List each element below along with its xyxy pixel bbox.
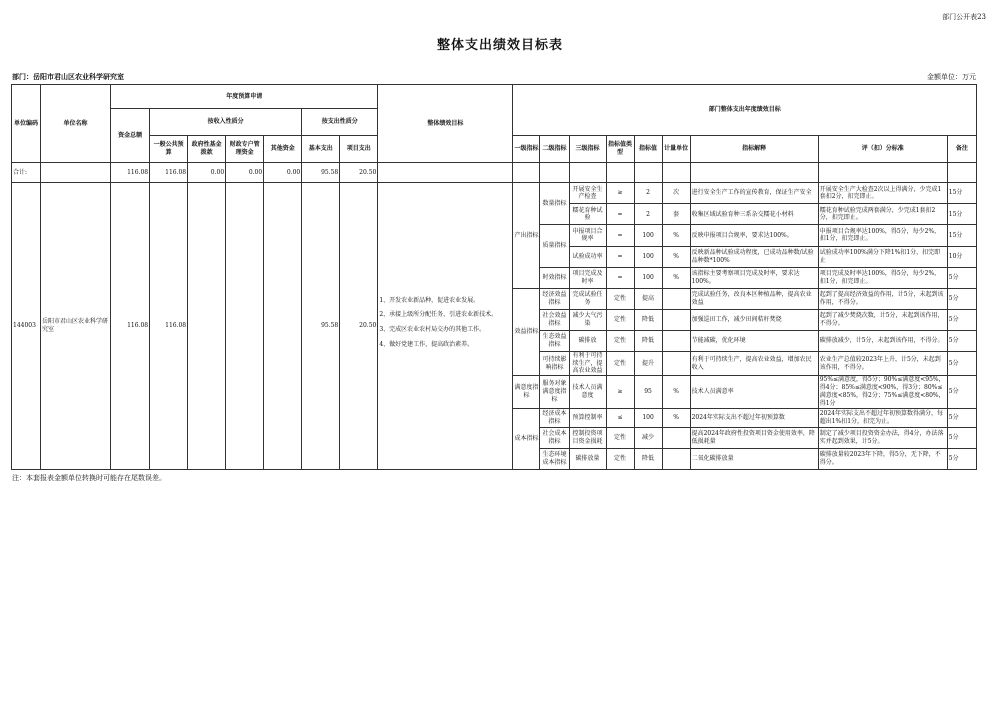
sub-service: 服务对象满意度指标	[540, 376, 569, 408]
sub-timeliness: 时效指标	[540, 267, 569, 288]
header-general: 一般公共预算	[150, 136, 188, 163]
header-scoring: 评（扣）分标准	[818, 136, 947, 163]
indicator-name: 技术人员满意度	[569, 376, 606, 408]
header-overall-goal: 整体绩效目标	[378, 85, 513, 163]
indicator-row	[12, 183, 977, 204]
header-remark: 备注	[947, 136, 976, 163]
indicator-explain: 2024年实际支出不超过年初预算数	[690, 408, 818, 427]
total-gov-fund: 0.00	[188, 163, 226, 183]
indicator-name: 碳排放量	[569, 448, 606, 469]
total-special: 0.00	[226, 163, 264, 183]
indicator-type: 定性	[606, 351, 634, 375]
indicator-name: 碳排放	[569, 330, 606, 351]
indicator-type: ≤	[606, 408, 634, 427]
indicator-score: 碳排放量较2023年下降，得5分，无下降，不得分。	[818, 448, 947, 469]
indicator-type: 定性	[606, 288, 634, 309]
header-row-1	[12, 85, 977, 109]
indicator-remark: 15分	[947, 183, 976, 204]
indicator-explain: 技术人员满意率	[690, 376, 818, 408]
header-value: 指标值	[634, 136, 662, 163]
indicator-remark: 5分	[947, 408, 976, 427]
goal-item: 4、做好党建工作，提高政治素养。	[379, 340, 474, 348]
indicator-type: ≥	[606, 376, 634, 408]
indicator-value: 提升	[634, 351, 662, 375]
unit-code: 144003	[12, 183, 41, 470]
indicator-type: 定性	[606, 427, 634, 448]
indicator-score: 95%≤满意度，得5分；90%≤满意度<95%，得4分；85%≤满意度<90%，得3分；80%≤满意度<85%，得2分；75%≤满意度<80%，得1分	[818, 376, 947, 408]
indicator-remark: 15分	[947, 225, 976, 246]
indicator-explain: 收集区域试验育种三系杂交糯花小材料	[690, 204, 818, 225]
indicator-unit: %	[662, 267, 690, 288]
header-level3: 三级指标	[569, 136, 606, 163]
indicator-name: 开展安全生产检查	[569, 183, 606, 204]
indicator-score: 试验成功率100%满分下降1%扣1分，扣完即止	[818, 246, 947, 267]
indicator-explain: 加强巡田工作，减少田间秸秆焚烧	[690, 309, 818, 330]
total-project: 20.50	[340, 163, 378, 183]
indicator-score: 开展安全生产大检查2次以上得满分，少完成1套扣2分，扣完即止。	[818, 183, 947, 204]
amount-unit-label: 金额单位：万元	[927, 73, 976, 81]
indicator-name: 申报项目合规率	[569, 225, 606, 246]
indicator-score: 起到了减少焚烧次数，计5分，未起到该作用，不得分。	[818, 309, 947, 330]
indicator-value: 2	[634, 204, 662, 225]
sub-social: 社会效益指标	[540, 309, 569, 330]
footnote: 注：本套报表金额单位转换时可能存在尾数误差。	[12, 474, 166, 482]
header-by-source: 按收入性质分	[150, 109, 302, 136]
indicator-type: 定性	[606, 309, 634, 330]
goal-item: 3、完成区农业农村局交办的其他工作。	[379, 326, 486, 334]
indicator-score: 制定了减少项目投资资金办法，得4分，办法落实并起到效果，计5分。	[818, 427, 947, 448]
indicator-unit	[662, 309, 690, 330]
header-value-type: 指标值类型	[606, 136, 634, 163]
indicator-value: 降低	[634, 330, 662, 351]
table-number: 部门公开表23	[942, 13, 986, 21]
overall-goals	[378, 183, 513, 470]
indicator-unit	[662, 351, 690, 375]
indicator-value: 2	[634, 183, 662, 204]
total-total: 116.08	[111, 163, 150, 183]
indicator-type: =	[606, 225, 634, 246]
unit-project: 20.50	[340, 183, 378, 470]
indicator-value: 100	[634, 267, 662, 288]
indicator-explain: 反映申报项目合规率，要求达100%。	[690, 225, 818, 246]
sub-quality: 质量指标	[540, 225, 569, 267]
unit-basic: 95.58	[302, 183, 340, 470]
total-basic: 95.58	[302, 163, 340, 183]
header-special: 财政专户管理资金	[226, 136, 264, 163]
unit-total: 116.08	[111, 183, 150, 470]
sub-econ-cost: 经济成本指标	[540, 408, 569, 427]
header-by-nature: 按支出性质分	[302, 109, 378, 136]
header-dept-goal: 部门整体支出年度绩效目标	[513, 85, 977, 136]
indicator-explain: 该指标主要考察项目完成及时率，要求达100%。	[690, 267, 818, 288]
indicator-name: 糯花育种试验	[569, 204, 606, 225]
sub-eco-cost: 生态环境成本指标	[540, 448, 569, 469]
indicator-remark: 5分	[947, 267, 976, 288]
indicator-explain: 完成试验任务，改良本区种植品种，提高农业效益	[690, 288, 818, 309]
indicator-score: 糯花育种试验完成两套满分，少完成1套扣2分，扣完即止。	[818, 204, 947, 225]
total-general: 116.08	[150, 163, 188, 183]
indicator-remark: 5分	[947, 376, 976, 408]
indicator-explain: 反映新品种试验成功程度，已成功品种数/试验品种数*100%	[690, 246, 818, 267]
indicator-unit: 套	[662, 204, 690, 225]
header-other: 其他资金	[264, 136, 302, 163]
indicator-unit	[662, 427, 690, 448]
header-measure-unit: 计量单位	[662, 136, 690, 163]
header-gov-fund: 政府性基金拨款	[188, 136, 226, 163]
indicator-explain: 节能减碳，优化环境	[690, 330, 818, 351]
indicator-unit: 次	[662, 183, 690, 204]
indicator-explain: 提高2024年政府性投资项目资金使用效率，降低损耗量	[690, 427, 818, 448]
group-satisfaction: 满意度指标	[513, 376, 540, 408]
indicator-value: 100	[634, 246, 662, 267]
sub-economic: 经济效益指标	[540, 288, 569, 309]
indicator-type: =	[606, 246, 634, 267]
indicator-name: 项目完成及时率	[569, 267, 606, 288]
indicator-score: 起到了提高经济效益的作用，计5分，未起到该作用，不得分。	[818, 288, 947, 309]
indicator-remark: 5分	[947, 448, 976, 469]
indicator-name: 预算控制率	[569, 408, 606, 427]
group-cost: 成本指标	[513, 408, 540, 469]
total-row	[12, 163, 977, 183]
indicator-value: 提高	[634, 288, 662, 309]
sub-social-cost: 社会成本指标	[540, 427, 569, 448]
indicator-type: 定性	[606, 448, 634, 469]
indicator-name: 控制投资项目资金损耗	[569, 427, 606, 448]
indicator-name: 试验成功率	[569, 246, 606, 267]
indicator-value: 减少	[634, 427, 662, 448]
sub-sustain: 可持续影响指标	[540, 351, 569, 375]
group-benefit: 效益指标	[513, 288, 540, 376]
indicator-type: ≥	[606, 183, 634, 204]
header-project: 项目支出	[340, 136, 378, 163]
indicator-value: 100	[634, 408, 662, 427]
header-total: 资金总额	[111, 109, 150, 163]
header-unit-code: 单位编码	[12, 85, 41, 163]
header-basic: 基本支出	[302, 136, 340, 163]
indicator-value: 降低	[634, 309, 662, 330]
indicator-remark: 5分	[947, 330, 976, 351]
header-level1: 一级指标	[513, 136, 540, 163]
group-output: 产出指标	[513, 183, 540, 288]
total-other: 0.00	[264, 163, 302, 183]
goal-item: 1、开发农业新品种，促进农业发展。	[379, 296, 480, 304]
indicator-unit	[662, 330, 690, 351]
indicator-remark: 5分	[947, 288, 976, 309]
indicator-unit: %	[662, 376, 690, 408]
indicator-explain: 有利于可持续生产，提高农业效益，增加农民收入	[690, 351, 818, 375]
indicator-remark: 10分	[947, 246, 976, 267]
page-title: 整体支出绩效目标表	[436, 38, 563, 53]
unit-general: 116.08	[150, 183, 188, 470]
indicator-unit: %	[662, 408, 690, 427]
indicator-score: 农业生产总值较2023年上升，计5分，未起到该作用，不得分。	[818, 351, 947, 375]
indicator-value: 95	[634, 376, 662, 408]
indicator-score: 2024年实际支出不超过年初预算数得满分，每超出1%扣1分，扣完为止。	[818, 408, 947, 427]
indicator-value: 降低	[634, 448, 662, 469]
indicator-remark: 5分	[947, 309, 976, 330]
indicator-type: 定性	[606, 330, 634, 351]
indicator-type: =	[606, 267, 634, 288]
header-level2: 二级指标	[540, 136, 569, 163]
performance-goal-table	[11, 84, 977, 470]
indicator-remark: 5分	[947, 427, 976, 448]
indicator-unit	[662, 288, 690, 309]
department-label: 部门：岳阳市君山区农业科学研究室	[12, 72, 124, 81]
indicator-name: 减少大气污染	[569, 309, 606, 330]
indicator-name: 有利于可持续生产，提高农业效益	[569, 351, 606, 375]
sub-quantity: 数量指标	[540, 183, 569, 225]
header-explanation: 指标解释	[690, 136, 818, 163]
header-unit-name: 单位名称	[41, 85, 111, 163]
header-annual-budget: 年度预算申请	[111, 85, 378, 109]
indicator-explain: 进行安全生产工作的宣传教育，保证生产安全	[690, 183, 818, 204]
indicator-remark: 5分	[947, 351, 976, 375]
indicator-unit: %	[662, 225, 690, 246]
indicator-unit: %	[662, 246, 690, 267]
sub-ecological: 生态效益指标	[540, 330, 569, 351]
unit-name: 岳阳市君山区农业科学研究室	[41, 183, 111, 470]
indicator-type: =	[606, 204, 634, 225]
indicator-name: 完成试验任务	[569, 288, 606, 309]
indicator-explain: 二氧化碳排放量	[690, 448, 818, 469]
indicator-score: 项目完成及时率达100%，得5分，每少2%，扣1分，扣完即止。	[818, 267, 947, 288]
indicator-score: 申报项目合规率达100%，得5分，每少2%，扣1分，扣完即止。	[818, 225, 947, 246]
indicator-remark: 15分	[947, 204, 976, 225]
indicator-score: 碳排放减少，计5分，未起到该作用，不得分。	[818, 330, 947, 351]
indicator-unit	[662, 448, 690, 469]
goal-item: 2、承接上级所分配任务，引进农业新技术。	[379, 311, 498, 319]
indicator-value: 100	[634, 225, 662, 246]
total-label: 合计:	[12, 163, 41, 183]
